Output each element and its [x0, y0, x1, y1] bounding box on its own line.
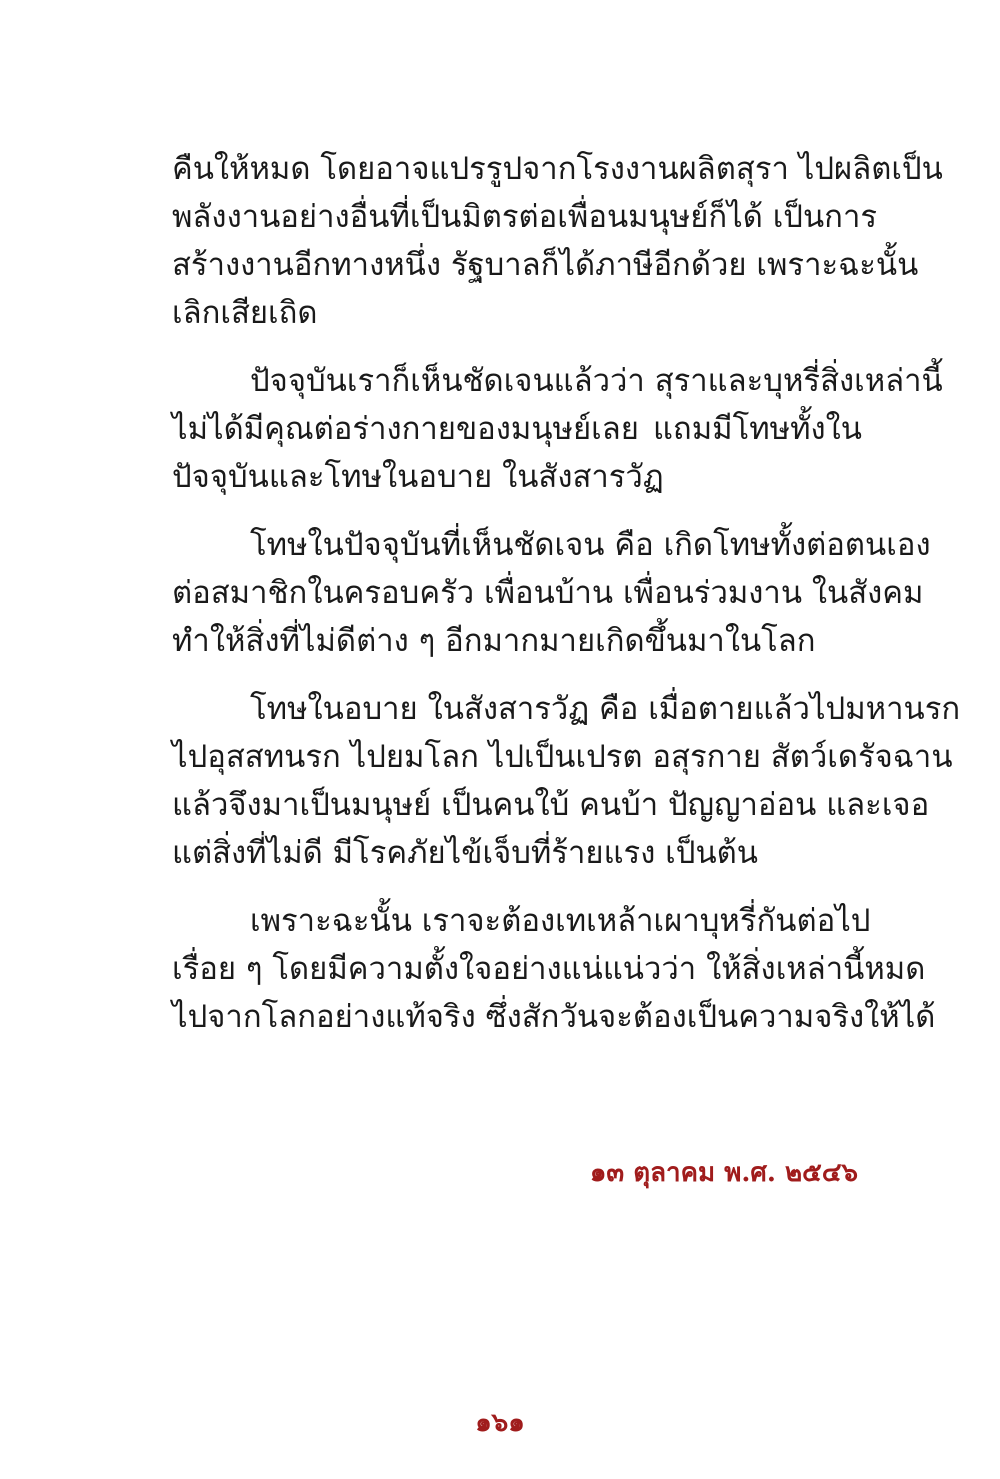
- paragraph-1: [172, 145, 943, 337]
- text-line: เรื่อย ๆ โดยมีความตั้งใจอย่างแน่แน่วว่า ให้สิ่งเหล่านี้หมด: [172, 951, 926, 987]
- text-line: เพราะฉะนั้น เราจะต้องเทเหล้าเผาบุหรี่กันต่อไป: [250, 903, 871, 939]
- paragraph-2: [172, 357, 943, 501]
- text-line: ปัจจุบันเราก็เห็นชัดเจนแล้วว่า สุราและบุหรี่สิ่งเหล่านี้: [250, 363, 943, 399]
- text-line: โทษในปัจจุบันที่เห็นชัดเจน คือ เกิดโทษทั้งต่อตนเอง: [250, 527, 931, 563]
- text-line: ไปจากโลกอย่างแท้จริง ซึ่งสักวันจะต้องเป็นความจริงให้ได้: [172, 999, 936, 1035]
- text-line: ต่อสมาชิกในครอบครัว เพื่อนบ้าน เพื่อนร่วมงาน ในสังคม: [172, 575, 924, 611]
- text-line: แล้วจึงมาเป็นมนุษย์ เป็นคนใบ้ คนบ้า ปัญญาอ่อน และเจอ: [172, 787, 930, 823]
- text-line: เลิกเสียเถิด: [172, 295, 318, 331]
- paragraph-3: [172, 521, 931, 665]
- text-line: ไม่ได้มีคุณต่อร่างกายของมนุษย์เลย แถมมีโทษทั้งใน: [172, 411, 862, 447]
- text-line: ปัจจุบันและโทษในอบาย ในสังสารวัฏ: [172, 459, 664, 495]
- text-line: สร้างงานอีกทางหนึ่ง รัฐบาลก็ได้ภาษีอีกด้วย เพราะฉะนั้น: [172, 247, 919, 283]
- text-line: โทษในอบาย ในสังสารวัฏ คือ เมื่อตายแล้วไปมหานรก: [250, 691, 961, 727]
- paragraph-4: [172, 685, 961, 877]
- text-line: แต่สิ่งที่ไม่ดี มีโรคภัยไข้เจ็บที่ร้ายแรง เป็นต้น: [172, 835, 758, 871]
- page-number: ๑๖๑: [475, 1408, 525, 1438]
- text-line: ทำให้สิ่งที่ไม่ดีต่าง ๆ อีกมากมายเกิดขึ้นมาในโลก: [172, 623, 816, 659]
- text-line: ไปอุสสทนรก ไปยมโลก ไปเป็นเปรต อสุรกาย สัตว์เดรัจฉาน: [172, 739, 953, 775]
- text-line: คืนให้หมด โดยอาจแปรรูปจากโรงงานผลิตสุรา ไปผลิตเป็น: [172, 151, 943, 187]
- body-text: [172, 145, 961, 1041]
- text-line: พลังงานอย่างอื่นที่เป็นมิตรต่อเพื่อนมนุษย์ก็ได้ เป็นการ: [172, 199, 878, 235]
- date-signature: ๑๓ ตุลาคม พ.ศ. ๒๕๔๖: [589, 1158, 858, 1188]
- paragraph-5: [172, 897, 936, 1041]
